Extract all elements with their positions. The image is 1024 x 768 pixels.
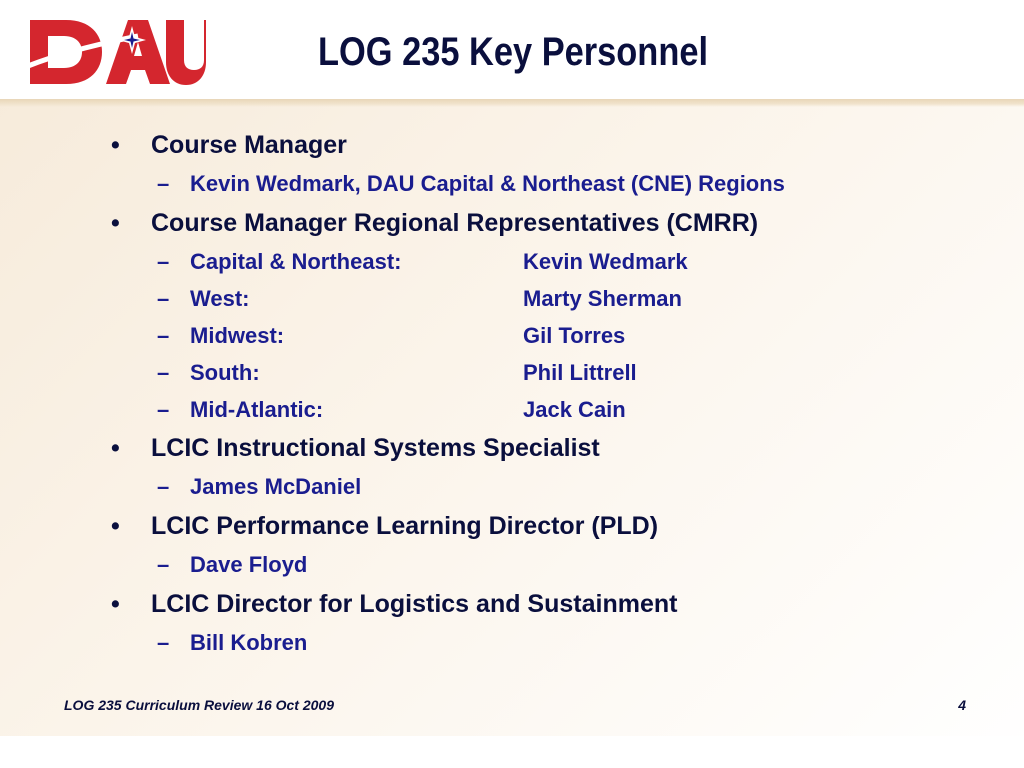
region-row	[157, 396, 626, 424]
region-person: Kevin Wedmark	[523, 249, 688, 274]
region-row	[157, 359, 637, 387]
dash-marker: –	[157, 286, 170, 311]
footer-band	[0, 736, 1024, 768]
dash-marker: –	[157, 552, 170, 577]
bullet-lcic-pld	[111, 510, 658, 542]
dash-marker: –	[157, 474, 170, 499]
bullet-text: LCIC Director for Logistics and Sustainment	[151, 590, 678, 618]
region-label: South:	[190, 360, 260, 385]
dash-marker: –	[157, 630, 170, 655]
sub-text: Bill Kobren	[190, 630, 308, 655]
bullet-text: LCIC Instructional Systems Specialist	[151, 434, 600, 462]
region-label: Midwest:	[190, 323, 285, 348]
bullet-text: Course Manager Regional Representatives (CMRR)	[151, 209, 759, 237]
bullet-marker: •	[111, 434, 120, 462]
region-person: Phil Littrell	[523, 360, 637, 385]
bullet-text: Course Manager	[151, 131, 347, 159]
dash-marker: –	[157, 171, 170, 196]
sub-text: Dave Floyd	[190, 552, 308, 577]
bullet-marker: •	[111, 512, 120, 540]
sub-text: James McDaniel	[190, 474, 362, 499]
bullet-cmrr	[111, 207, 758, 239]
sub-lcic-pld-name	[157, 551, 307, 579]
dash-marker: –	[157, 323, 170, 348]
region-label: West:	[190, 286, 250, 311]
region-person: Marty Sherman	[523, 286, 682, 311]
footer-caption: LOG 235 Curriculum Review 16 Oct 2009	[64, 697, 335, 713]
bullet-marker: •	[111, 209, 120, 237]
region-label: Mid-Atlantic:	[190, 397, 324, 422]
bullet-text: LCIC Performance Learning Director (PLD)	[151, 512, 659, 540]
bullet-marker: •	[111, 590, 120, 618]
bullet-lcic-iss	[111, 432, 600, 464]
bullet-course-manager	[111, 129, 347, 161]
dash-marker: –	[157, 360, 170, 385]
bullet-lcic-director	[111, 588, 677, 620]
region-row	[157, 285, 682, 313]
region-label: Capital & Northeast:	[190, 249, 402, 274]
page-number: 4	[958, 697, 966, 713]
sub-course-manager-name	[157, 170, 785, 198]
region-person: Gil Torres	[523, 323, 626, 348]
region-person: Jack Cain	[523, 397, 626, 422]
sub-lcic-director-name	[157, 629, 307, 657]
bullet-marker: •	[111, 131, 120, 159]
dash-marker: –	[157, 397, 170, 422]
dash-marker: –	[157, 249, 170, 274]
slide-title: LOG 235 Key Personnel	[318, 30, 709, 74]
sub-lcic-iss-name	[157, 473, 361, 501]
sub-text: Kevin Wedmark, DAU Capital & Northeast (CNE) Regions	[190, 171, 785, 196]
region-row	[157, 322, 626, 350]
region-row	[157, 248, 688, 276]
